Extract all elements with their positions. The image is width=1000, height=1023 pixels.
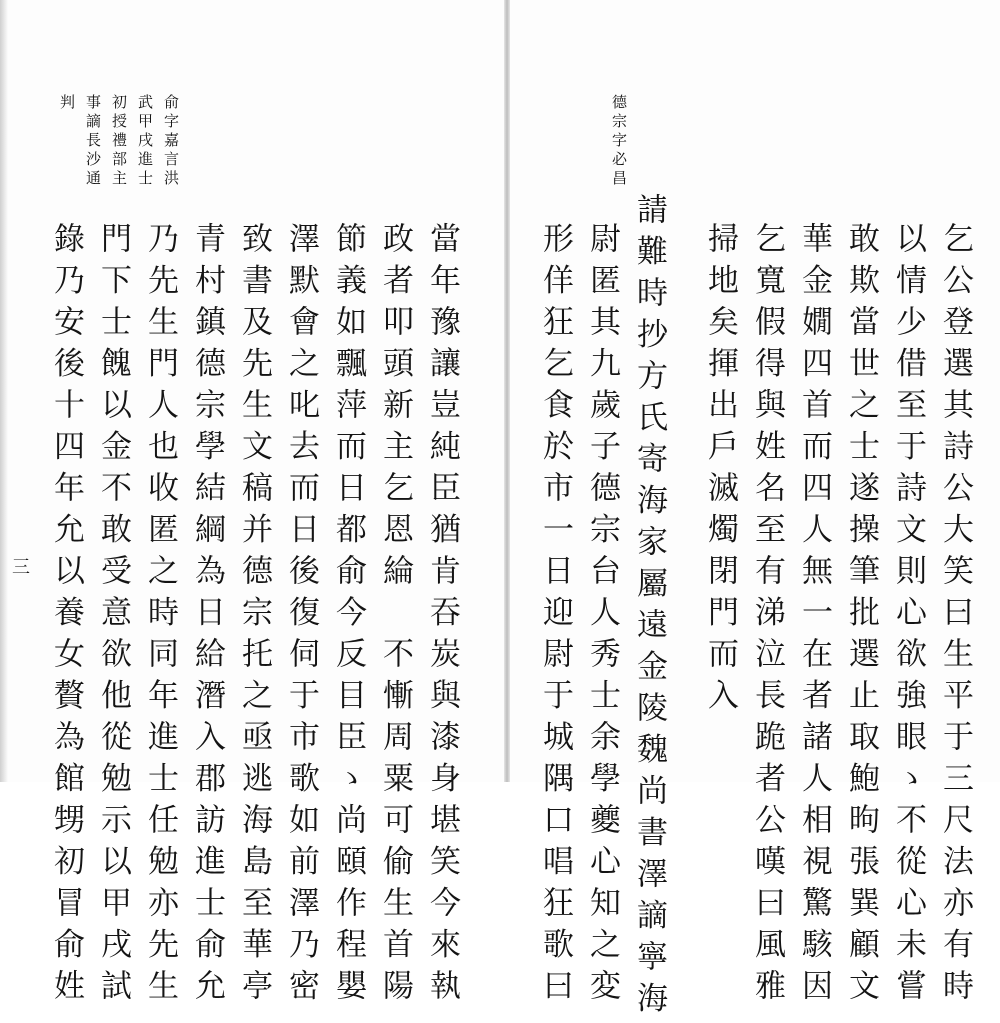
page-number: 三 bbox=[12, 557, 30, 578]
text-column: 華金嫺四首而四人無一在者諸人相視驚駭因 bbox=[796, 222, 832, 1011]
annotation-column: 俞字嘉言洪 bbox=[162, 94, 180, 189]
annotation-column: 初授禮部主 bbox=[110, 94, 128, 189]
text-column: 尉匿其九歲子德宗台人秀士余學夔心知之変 bbox=[584, 222, 620, 1011]
text-column: 形佯狂乞食於市一日迎尉于城隅口唱狂歌曰 bbox=[537, 222, 573, 1011]
text-column: 錄乃安後十四年允以養女贅為館甥初冒俞姓 bbox=[48, 222, 84, 1011]
text-column: 門下士餽以金不敢受意欲他從勉示以甲戌試 bbox=[95, 222, 131, 1011]
right-page bbox=[507, 0, 1000, 1023]
page-edge bbox=[0, 0, 8, 782]
annotation-column: 判 bbox=[58, 94, 76, 113]
text-column: 敢欺當世之士遂操筆批選止取鮑昫張巽顧文 bbox=[843, 222, 879, 1011]
text-column: 掃地矣揮出戶滅燭閉門而入 bbox=[702, 222, 738, 720]
text-column: 乞寬假得與姓名至有涕泣長跪者公嘆曰風雅 bbox=[749, 222, 785, 1011]
text-column: 政者叩頭新主乞恩綸 不慚周粟可偷生首陽 bbox=[377, 222, 413, 1011]
text-column: 致書及先生文稿并德宗托之亟逃海島至華亭 bbox=[236, 222, 272, 1011]
text-column: 當年豫讓豈純臣猶肯吞炭與漆身堪笑今來執 bbox=[424, 222, 460, 1011]
text-column: 以情少借至于詩文則心欲強眼ゝ不從心未嘗 bbox=[890, 222, 926, 1011]
text-column: 請難時抄方氏寄海家屬遠金陵魏尚書澤謫寧海 bbox=[631, 193, 667, 1023]
text-column: 乞公登選其詩公大笑曰生平于三尺法亦有時 bbox=[937, 222, 973, 1011]
annotation-column: 事謫長沙通 bbox=[84, 94, 102, 189]
book-gutter bbox=[504, 0, 510, 782]
annotation-column: 武甲戌進士 bbox=[136, 94, 154, 189]
text-column: 青村鎮德宗學結綱為日給潛入郡訪進士俞允 bbox=[189, 222, 225, 1011]
text-column: 節義如飄萍而日都俞今反目臣ゝ尚頤作程嬰 bbox=[330, 222, 366, 1011]
text-column: 乃先生門人也收匿之時同年進士任勉亦先生 bbox=[142, 222, 178, 1011]
text-column: 澤默會之叱去而日後復伺于市歌如前澤乃密 bbox=[283, 222, 319, 1011]
right-inline-note: 德宗字必昌 bbox=[610, 94, 628, 189]
